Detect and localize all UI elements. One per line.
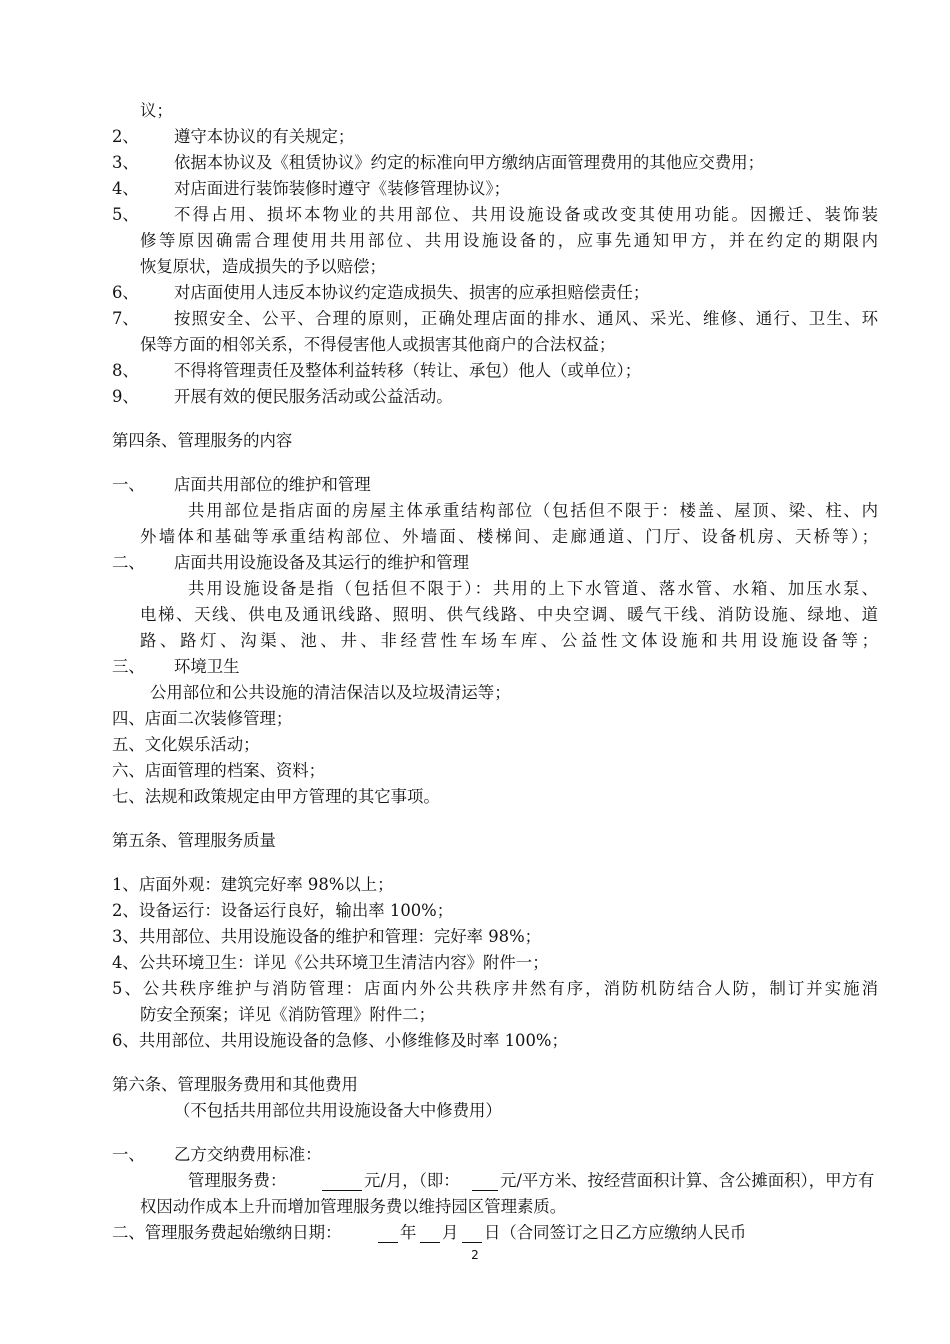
- text-segment: 9、: [112, 387, 139, 406]
- text-segment: 第六条、管理服务费用和其他费用: [112, 1075, 358, 1094]
- text-line: [0, 654, 950, 680]
- text-line: [0, 332, 950, 358]
- text-segment: 四、店面二次装修管理；: [112, 709, 293, 728]
- text-line: [0, 1002, 950, 1028]
- text-segment: （不包括共用部位共用设施设备大中修费用）: [174, 1101, 502, 1120]
- text-line: [0, 1098, 950, 1124]
- text-segment: 开展有效的便民服务活动或公益活动。: [174, 387, 453, 406]
- text-line: [0, 950, 950, 976]
- text-segment: 元/平方米、按经营面积计算、含公摊面积），甲方有: [500, 1171, 875, 1190]
- text-line: [0, 628, 950, 654]
- text-segment: 恢复原状，造成损失的予以赔偿；: [140, 257, 386, 276]
- text-segment: 乙方交纳费用标准：: [174, 1145, 322, 1164]
- text-line: [0, 976, 950, 1002]
- text-line: [0, 384, 950, 410]
- fill-in-blank: [420, 1224, 440, 1243]
- text-line: [0, 98, 950, 124]
- text-segment: 防安全预案；详见《消防管理》附件二；: [140, 1005, 436, 1024]
- text-segment: 2、设备运行：设备运行良好，输出率 100%；: [112, 901, 454, 920]
- text-line: [0, 1194, 950, 1220]
- text-line: [0, 524, 950, 550]
- text-segment: 2、: [112, 127, 139, 146]
- text-segment: 五、文化娱乐活动；: [112, 735, 260, 754]
- text-line: [0, 1142, 950, 1168]
- text-segment: 6、: [112, 283, 139, 302]
- text-segment: 权因动作成本上升而增加管理服务费以维持园区管理素质。: [140, 1197, 567, 1216]
- text-line: [0, 498, 950, 524]
- text-line: [0, 472, 950, 498]
- text-line: [0, 1220, 950, 1246]
- text-line: [0, 202, 950, 228]
- text-line: [0, 872, 950, 898]
- text-segment: 4、: [112, 179, 139, 198]
- text-line: [0, 1168, 950, 1194]
- fill-in-blank: [472, 1172, 498, 1191]
- text-segment: 不得占用、损坏本物业的共用部位、共用设施设备或改变其使用功能。因搬迁、装饰装: [174, 205, 878, 224]
- text-segment: 第四条、管理服务的内容: [112, 431, 293, 450]
- text-line: [0, 306, 950, 332]
- text-segment: 共用部位是指店面的房屋主体承重结构部位（包括但不限于：楼盖、屋顶、梁、柱、内: [188, 501, 878, 520]
- text-segment: 电梯、天线、供电及通讯线路、照明、供气线路、中央空调、暖气干线、消防设施、绿地、道: [140, 605, 878, 624]
- text-line: [0, 680, 950, 706]
- fill-in-blank: [462, 1224, 482, 1243]
- text-line: [0, 1028, 950, 1054]
- text-segment: 一、: [112, 475, 145, 494]
- text-segment: 六、店面管理的档案、资料；: [112, 761, 326, 780]
- page-number: 2: [471, 1248, 479, 1262]
- text-segment: 按照安全、公平、合理的原则，正确处理店面的排水、通风、采光、维修、通行、卫生、环: [174, 309, 878, 328]
- text-segment: 保等方面的相邻关系，不得侵害他人或损害其他商户的合法权益；: [140, 335, 616, 354]
- text-segment: 5、公共秩序维护与消防管理：店面内外公共秩序井然有序，消防机防结合人防，制订并实施消: [112, 979, 878, 998]
- text-segment: 遵守本协议的有关规定；: [174, 127, 355, 146]
- text-line: [0, 924, 950, 950]
- text-segment: 公用部位和公共设施的清洁保洁以及垃圾清运等；: [150, 683, 511, 702]
- text-segment: 3、: [112, 153, 139, 172]
- text-segment: 3、共用部位、共用设施设备的维护和管理：完好率 98%；: [112, 927, 542, 946]
- text-line: [0, 758, 950, 784]
- text-segment: 二、管理服务费起始缴纳日期：: [112, 1223, 342, 1242]
- text-line: [0, 706, 950, 732]
- text-line: [0, 358, 950, 384]
- text-segment: 共用设施设备是指（包括但不限于）：共用的上下水管道、落水管、水箱、加压水泵、: [188, 579, 878, 598]
- text-segment: 二、: [112, 553, 145, 572]
- text-line: [0, 176, 950, 202]
- text-segment: 5、: [112, 205, 139, 224]
- text-segment: 不得将管理责任及整体利益转移（转让、承包）他人（或单位）；: [174, 361, 642, 380]
- text-segment: 路、路灯、沟渠、池、井、非经营性车场车库、公益性文体设施和共用设施设备等；: [140, 631, 878, 650]
- text-segment: 日（合同签订之日乙方应缴纳人民币: [484, 1223, 747, 1242]
- text-line: [0, 828, 950, 854]
- text-segment: 三、: [112, 657, 145, 676]
- text-segment: 环境卫生: [174, 657, 240, 676]
- text-line: [0, 1072, 950, 1098]
- text-segment: 七、法规和政策规定由甲方管理的其它事项。: [112, 787, 440, 806]
- text-line: [0, 254, 950, 280]
- text-line: [0, 898, 950, 924]
- text-segment: 管理服务费：: [188, 1171, 287, 1190]
- text-line: [0, 602, 950, 628]
- text-segment: 8、: [112, 361, 139, 380]
- text-segment: 修等原因确需合理使用共用部位、共用设施设备的，应事先通知甲方，并在约定的期限内: [140, 231, 878, 250]
- text-line: [0, 428, 950, 454]
- text-line: [0, 732, 950, 758]
- text-line: [0, 124, 950, 150]
- text-segment: 月: [442, 1223, 459, 1242]
- text-segment: 外墙体和基础等承重结构部位、外墙面、楼梯间、走廊通道、门厅、设备机房、天桥等）；: [140, 527, 878, 546]
- text-line: [0, 784, 950, 810]
- text-segment: 7、: [112, 309, 139, 328]
- text-line: [0, 576, 950, 602]
- text-segment: 对店面进行装饰装修时遵守《装修管理协议》；: [174, 179, 511, 198]
- text-line: [0, 150, 950, 176]
- text-segment: 店面共用部位的维护和管理: [174, 475, 371, 494]
- fill-in-blank: [378, 1224, 398, 1243]
- text-segment: 年: [400, 1223, 417, 1242]
- text-segment: 元/月，（即：: [364, 1171, 460, 1190]
- text-segment: 一、: [112, 1145, 145, 1164]
- text-line: [0, 550, 950, 576]
- text-segment: 店面共用设施设备及其运行的维护和管理: [174, 553, 470, 572]
- text-segment: 4、公共环境卫生：详见《公共环境卫生清洁内容》附件一；: [112, 953, 549, 972]
- text-segment: 依据本协议及《租赁协议》约定的标准向甲方缴纳店面管理费用的其他应交费用；: [174, 153, 765, 172]
- text-segment: 对店面使用人违反本协议约定造成损失、损害的应承担赔偿责任；: [174, 283, 650, 302]
- text-segment: 第五条、管理服务质量: [112, 831, 276, 850]
- text-line: [0, 228, 950, 254]
- text-segment: 1、店面外观：建筑完好率 98%以上；: [112, 875, 394, 894]
- fill-in-blank: [322, 1172, 362, 1191]
- text-segment: 议；: [140, 101, 173, 120]
- text-line: [0, 280, 950, 306]
- text-segment: 6、共用部位、共用设施设备的急修、小修维修及时率 100%；: [112, 1031, 568, 1050]
